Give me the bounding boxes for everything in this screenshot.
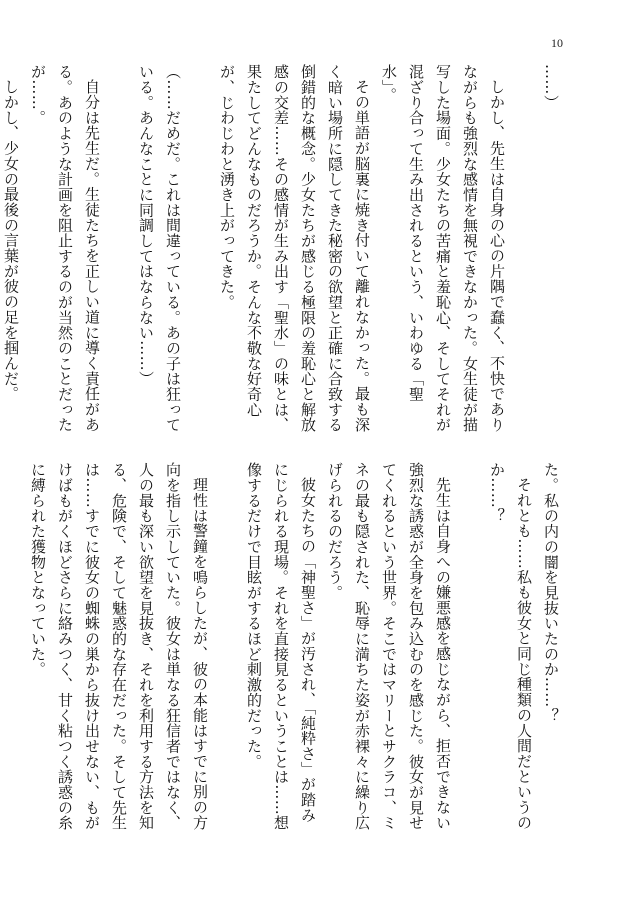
- blank-line: [0, 462, 24, 832]
- paragraph: （……だめだ。これは間違っている。あの子は狂っている。あんなことに同調してはならない……）: [137, 64, 182, 433]
- paragraph: 理性は警鐘を鳴らしたが、彼の本能はすでに別の方向を指し示していた。彼女は単なる狂信者ではなく、人の最も深い欲望を見抜き、それを利用する方法を知る、危険で、そして魅惑的な存在だった。そして先生は……すでに彼女の蜘蛛の巣から抜け出せない、もがけばもがくほどさらに絡みつく、甘く粘つく誘惑の糸に縛られた獲物となっていた。: [29, 462, 209, 831]
- paragraph: 彼女たちの「神聖さ」が汚され、「純粋さ」が踏みにじられる現場。それを直接見るということは……想像するだけで目眩がするほど刺激的だった。: [245, 462, 317, 831]
- paragraph: 自分は先生だ。生徒たちを正しい道に導く責任がある。あのような計画を阻止するのが当然のことだったが……。: [29, 64, 101, 433]
- paragraph: た。私の内の闇を見抜いたのか……？: [542, 462, 560, 723]
- paragraph: 先生は自身への嫌悪感を感じながら、拒否できない強烈な誘惑が全身を包み込むのを感じた。彼女が見せてくれるという世界。そこではマリーとサクラコ、ミネの最も隠された、恥辱に満ちた姿が赤裸々に繰り広げられるのだろう。: [326, 462, 452, 831]
- paragraph: ……）: [542, 64, 560, 111]
- blank-line: [186, 64, 213, 434]
- blank-line: [105, 64, 132, 434]
- text-block-lower: [29, 462, 564, 832]
- page-number: 10: [551, 36, 563, 50]
- blank-line: [213, 462, 240, 832]
- paragraph: しかし、先生は自身の心の片隅で蠢く、不快でありながらも強烈な感情を無視できなかった。女生徒が描写した場面。少女たちの苦痛と羞恥心、そしてそれが混ざり合って生み出されるという、いわゆる「聖水」。: [380, 64, 506, 433]
- paragraph: しかし、少女の最後の言葉が彼の足を掴んだ。: [2, 79, 20, 402]
- paragraph: その単語が脳裏に焼き付いて離れなかった。最も深く暗い場所に隠してきた秘密の欲望と正確に合致する倒錯的な概念。少女たちが感じる極限の羞恥心と解放感の交差……その感情が生み出す「聖水」の味とは、果たしてどんなものだろうか。そんな不敬な好奇心が、じわじわと湧き上がってきた。: [218, 64, 371, 433]
- blank-line: [456, 462, 483, 832]
- text-block-upper: [2, 64, 564, 434]
- paragraph: それとも……私も彼女と同じ種類の人間だというのか……？: [488, 462, 533, 831]
- blank-line: [510, 64, 537, 434]
